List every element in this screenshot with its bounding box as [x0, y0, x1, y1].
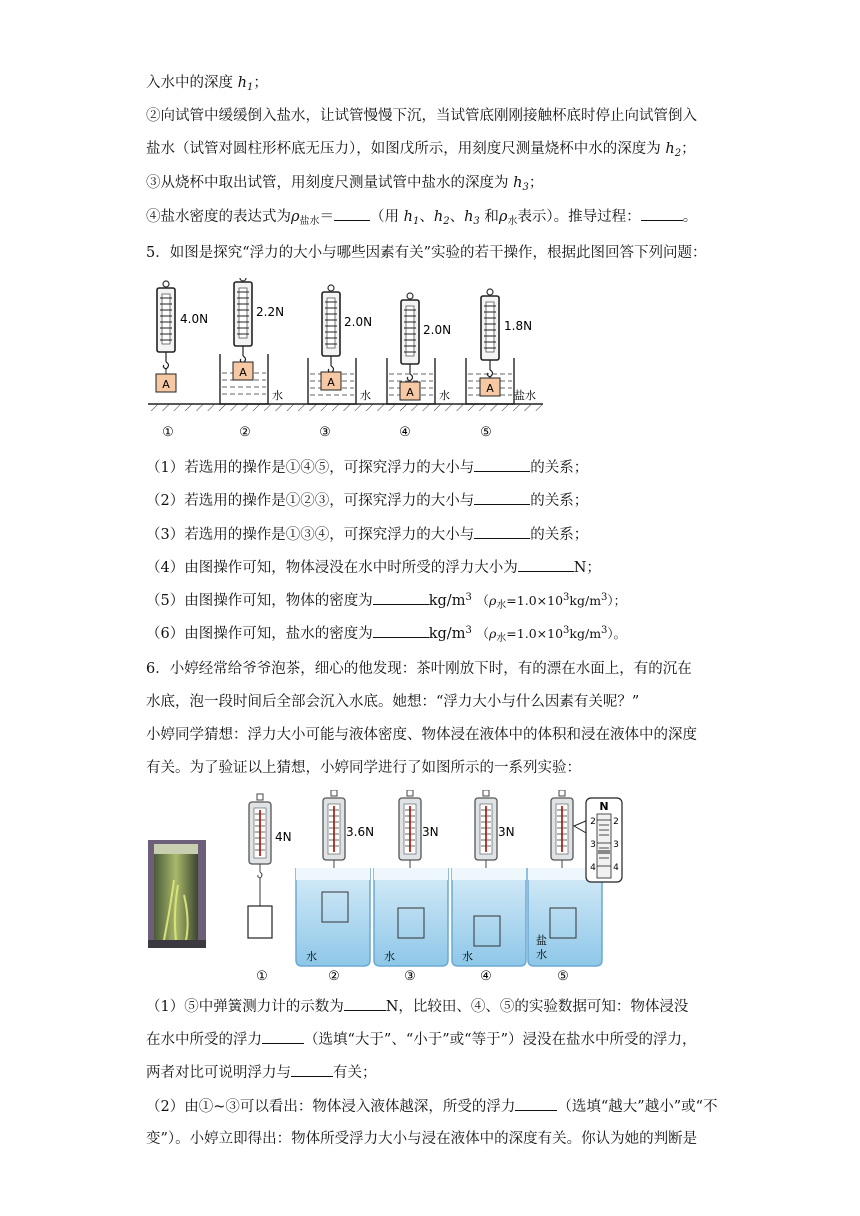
liquid-label-5: 盐水 [514, 389, 536, 402]
beaker-4 [387, 293, 451, 404]
reading-2: 2.2N [256, 305, 285, 319]
answer-blank[interactable] [334, 206, 370, 221]
q6-line-1: 6．小婷经常给爷爷泡茶，细心的他发现：茶叶刚放下时，有的漂在水面上，有的沉在 [146, 661, 692, 677]
reading-1: 4.0N [180, 312, 209, 326]
liquid-label-3: 水 [360, 389, 371, 402]
zoom-tick-r-3: 3 [613, 840, 619, 850]
liquid-label-5a: 盐 [536, 934, 547, 947]
liquid-label-5b: 水 [536, 948, 547, 961]
q6-figure [146, 790, 626, 986]
answer-blank[interactable] [474, 457, 530, 472]
zoom-tick-r-4: 4 [613, 863, 619, 873]
answer-blank[interactable] [515, 1096, 557, 1111]
step-label-2: ② [328, 969, 340, 984]
zoom-tick-l-2: 2 [590, 817, 596, 827]
liquid-label-3: 水 [384, 950, 395, 963]
q6-line-3: 小婷同学猜想：浮力大小可能与液体密度、物体浸在液体中的体积和浸在液体中的深度 [146, 727, 697, 743]
reading-1: 4N [275, 830, 292, 844]
q5-item-1: （1）若选用的操作是①④⑤，可探究浮力的大小与 的关系； [146, 457, 588, 478]
reading-4: 3N [498, 825, 515, 839]
step-label-3: ③ [404, 969, 416, 984]
p4-line-1: 入水中的深度 $h_1$； [146, 75, 268, 93]
q6-sub2-line-2: 变”）。小婷立即得出：物体所受浮力大小与浸在液体中的深度有关。你认为她的判断是 [146, 1131, 698, 1147]
answer-blank[interactable] [262, 1029, 304, 1044]
answer-blank[interactable] [291, 1062, 333, 1077]
meter-1 [248, 794, 292, 938]
step-label-1: ① [256, 969, 268, 984]
p4-line-3: 盐水（试管对圆柱形杯底无压力），如图戊所示，用刻度尺测量烧杯中水的深度为 $h_2$； [146, 141, 696, 159]
zoom-tick-l-3: 3 [590, 840, 596, 850]
beaker-4 [452, 790, 526, 966]
step-label-5: ⑤ [480, 425, 492, 440]
beaker-3 [374, 790, 448, 966]
q6-sub2-line-1: （2）由①~③可以看出：物体浸入液体越深，所受的浮力 （选填“越大”越小”或“不 [146, 1096, 718, 1117]
q6-sub1-line-1: （1）⑤中弹簧测力计的示数为 N，比较田、④、⑤的实验数据可知：物体浸没 [146, 996, 688, 1017]
q5-stem: 5．如图是探究“浮力的大小与哪些因素有关”实验的若干操作，根据此图回答下列问题： [146, 245, 707, 261]
q5-item-3: （3）若选用的操作是①③④，可探究浮力的大小与 的关系； [146, 524, 588, 545]
q6-line-4: 有关。为了验证以上猜想，小婷同学进行了如图所示的一系列实验： [146, 760, 581, 776]
answer-blank[interactable] [344, 996, 386, 1011]
beaker-2 [296, 790, 374, 966]
reading-4: 2.0N [423, 323, 452, 337]
answer-blank[interactable] [518, 557, 574, 572]
block-label: A [239, 366, 247, 379]
q5-item-4: （4）由图操作可知，物体浸没在水中时所受的浮力大小为 N； [146, 557, 601, 578]
p4-line-5: ④盐水密度的表达式为$\rho_{盐水}=$ （用 $h_1$、$h_2$、$h_3$ 和$\rho_水$表示）。推导过程： 。 [146, 206, 697, 229]
answer-blank[interactable] [474, 490, 530, 505]
zoom-tick-r-2: 2 [613, 817, 619, 827]
reading-2: 3.6N [346, 825, 375, 839]
tea-glass-photo [148, 840, 206, 948]
q5-item-5: （5）由图操作可知，物体的密度为 $kg/m^3$ $(\rho_水=1.0\times 10^3kg/m^3)$； [146, 592, 627, 611]
block-label: A [486, 382, 494, 395]
step-label-3: ③ [319, 425, 331, 440]
reading-3: 3N [422, 825, 439, 839]
step-label-2: ② [239, 425, 251, 440]
q5-item-2: （2）若选用的操作是①②③，可探究浮力的大小与 的关系； [146, 490, 588, 511]
beaker-5 [466, 289, 536, 404]
step-label-4: ④ [480, 969, 492, 984]
answer-blank[interactable] [373, 590, 429, 605]
reading-3: 2.0N [344, 315, 373, 329]
block-label: A [327, 376, 335, 389]
block-label: A [162, 378, 170, 391]
zoom-unit: N [599, 800, 609, 813]
step-label-1: ① [162, 425, 174, 440]
q5-figure [148, 278, 548, 448]
q5-item-6: （6）由图操作可知，盐水的密度为 $kg/m^3$ $(\rho_水=1.0\times 10^3kg/m^3)$。 [146, 625, 627, 644]
zoom-tick-l-4: 4 [590, 863, 596, 873]
beaker-3 [308, 285, 372, 404]
liquid-label-2: 水 [306, 950, 317, 963]
step-label-4: ④ [399, 425, 411, 440]
liquid-label-4: 水 [439, 389, 450, 402]
liquid-label-2: 水 [272, 389, 283, 402]
q6-sub1-line-3: 两者对比可说明浮力与 有关； [146, 1062, 377, 1083]
answer-blank[interactable] [373, 623, 429, 638]
beaker-2 [220, 278, 284, 404]
p4-line-4: ③从烧杯中取出试管，用刻度尺测量试管中盐水的深度为 $h_3$； [146, 175, 544, 193]
step-label-5: ⑤ [557, 969, 569, 984]
meter-1 [156, 281, 208, 392]
liquid-label-4: 水 [462, 950, 473, 963]
answer-blank[interactable] [474, 524, 530, 539]
q6-line-2: 水底，泡一段时间后全部会沉入水底。她想：“浮力大小与什么因素有关呢？” [146, 694, 640, 710]
answer-blank[interactable] [641, 206, 683, 221]
reading-5: 1.8N [504, 319, 533, 333]
block-label: A [406, 386, 414, 399]
p4-line-2: ②向试管中缓缓倒入盐水，让试管慢慢下沉，当试管底刚刚接触杯底时停止向试管倒入 [146, 108, 697, 124]
q6-sub1-line-2: 在水中所受的浮力 （选填“大于”、“小于”或“等于”）浸没在盐水中所受的浮力， [146, 1029, 696, 1050]
